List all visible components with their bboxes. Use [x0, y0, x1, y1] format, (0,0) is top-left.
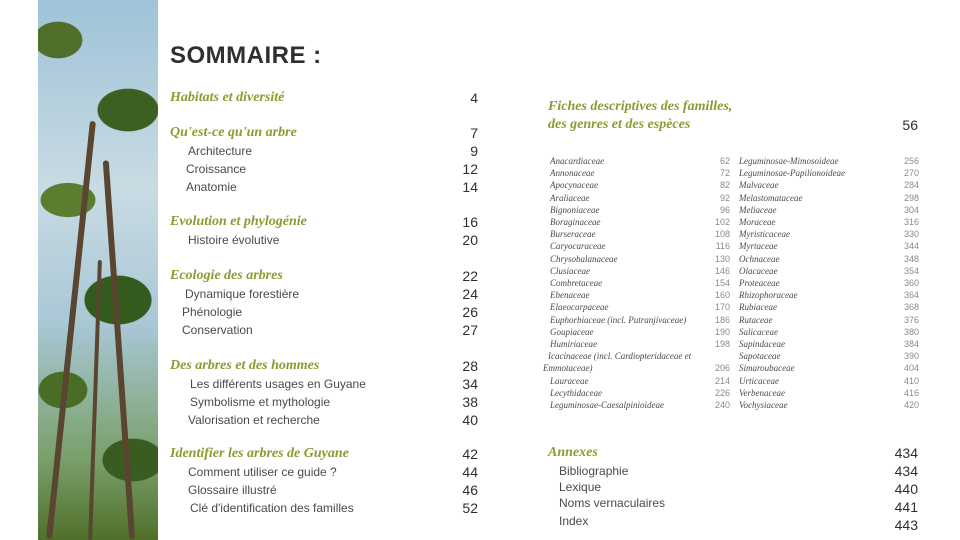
family-name: Rutaceae — [739, 314, 773, 325]
toc-subsection-title: Dynamique forestière — [185, 287, 300, 301]
family-name: Simaroubaceae — [739, 363, 795, 374]
family-name: Araliaceae — [550, 192, 590, 203]
family-page: 416 — [903, 387, 919, 398]
family-page: 420 — [903, 400, 919, 410]
family-page: 270 — [903, 168, 919, 179]
family-page: 304 — [903, 204, 919, 215]
fiches-heading-line2: des genres et des espèces — [548, 117, 691, 132]
family-name: Icacinaceae (incl. Cardiopteridaceae et — [548, 351, 692, 362]
toc-subsection-page: 26 — [462, 304, 478, 320]
family-name: Moraceae — [739, 217, 776, 227]
toc-subsection-page: 34 — [462, 376, 478, 392]
annexes-item-page: 441 — [894, 499, 918, 515]
fiches-page: 56 — [902, 117, 918, 133]
family-name: Proteaceae — [739, 278, 780, 288]
family-name: Leguminosae-Caesalpinioideae — [550, 400, 664, 410]
family-name: Myrtaceae — [739, 241, 778, 252]
toc-subsection-page: 40 — [462, 412, 478, 428]
family-page: 364 — [903, 290, 919, 301]
toc-subsection-title: Glossaire illustré — [188, 483, 277, 497]
annexes-item: Lexique — [559, 480, 602, 494]
family-page: 298 — [903, 192, 919, 203]
family-page: 154 — [714, 278, 730, 288]
family-name: Humiriaceae — [550, 339, 597, 349]
family-name: Verbenaceae — [739, 387, 785, 398]
family-page: 226 — [714, 387, 730, 398]
family-name: Emmotaceae) — [543, 363, 593, 374]
family-page: 62 — [719, 156, 730, 166]
family-page: 316 — [903, 217, 919, 227]
toc-subsection-title: Clé d'identification des familles — [190, 501, 354, 515]
family-page: 130 — [714, 253, 730, 264]
family-page: 170 — [714, 302, 730, 313]
family-name: Boraginaceae — [550, 217, 601, 227]
family-name: Leguminosae-Papilionoideae — [739, 168, 845, 179]
family-page: 96 — [719, 204, 730, 215]
family-name: Lecythidaceae — [550, 387, 602, 398]
toc-section-page: 4 — [470, 90, 478, 106]
family-page: 146 — [714, 265, 730, 276]
toc-section-title: Identifier les arbres de Guyane — [170, 446, 349, 461]
toc-subsection-title: Phénologie — [182, 305, 243, 319]
family-page: 160 — [714, 290, 730, 301]
family-name: Apocynaceae — [550, 180, 598, 191]
family-name: Chrysobalanaceae — [550, 253, 618, 264]
family-page: 72 — [719, 168, 730, 179]
toc-section-page: 28 — [462, 358, 478, 374]
page-title: SOMMAIRE : — [170, 42, 322, 69]
family-name: Combretaceae — [550, 278, 603, 288]
toc-section-title: Qu'est-ce qu'un arbre — [170, 125, 297, 140]
family-name: Annonaceae — [550, 168, 595, 179]
family-page: 348 — [903, 253, 919, 264]
toc-subsection-page: 9 — [470, 143, 478, 159]
toc-subsection-page: 38 — [462, 394, 478, 410]
toc-subsection-page: 52 — [462, 500, 478, 516]
family-page: 102 — [714, 217, 730, 227]
family-name: Caryocaraceae — [550, 241, 606, 252]
family-page: 284 — [903, 180, 919, 191]
annexes-item-page: 440 — [894, 481, 918, 497]
family-name: Bignoniaceae — [550, 204, 600, 215]
family-page: 198 — [714, 339, 730, 349]
family-name: Meliaceae — [739, 204, 777, 215]
toc-subsection-title: Valorisation et recherche — [188, 413, 320, 427]
family-name: Salicaceae — [739, 326, 778, 337]
toc-subsection-title: Histoire évolutive — [188, 233, 280, 247]
family-name: Goupiaceae — [550, 326, 594, 337]
family-name: Ebenaceae — [550, 290, 590, 301]
annexes-page: 434 — [894, 445, 918, 461]
family-page: 376 — [903, 314, 919, 325]
family-page: 240 — [714, 400, 730, 410]
toc-subsection-page: 24 — [462, 286, 478, 302]
family-page: 108 — [714, 229, 730, 240]
family-name: Burseraceae — [550, 229, 596, 240]
annexes-item-page: 443 — [894, 517, 918, 533]
toc-section-title: Evolution et phylogénie — [170, 214, 307, 229]
family-name: Ochnaceae — [739, 253, 780, 264]
family-name: Rubiaceae — [739, 302, 777, 313]
family-page: 384 — [903, 339, 919, 349]
annexes-item: Bibliographie — [559, 464, 629, 478]
family-page: 410 — [903, 375, 919, 386]
family-name: Melastomataceae — [739, 192, 803, 203]
family-name: Lauraceae — [550, 375, 589, 386]
family-name: Euphorbiaceae (incl. Putranjivaceae) — [550, 314, 687, 325]
toc-subsection-page: 27 — [462, 322, 478, 338]
toc-section-page: 42 — [462, 446, 478, 462]
family-page: 404 — [903, 363, 919, 374]
family-page: 380 — [903, 326, 919, 337]
toc-subsection-title: Anatomie — [186, 180, 237, 194]
toc-section-page: 22 — [462, 268, 478, 284]
toc-subsection-title: Symbolisme et mythologie — [190, 395, 331, 409]
family-name: Vochysiaceae — [739, 400, 788, 410]
family-page: 214 — [714, 375, 730, 386]
toc-subsection-title: Conservation — [182, 323, 253, 337]
toc-subsection-title: Architecture — [188, 144, 253, 158]
toc-subsection-title: Croissance — [186, 162, 247, 176]
annexes-item: Index — [559, 514, 589, 528]
toc-section-title: Ecologie des arbres — [170, 268, 283, 283]
toc-subsection-title: Les différents usages en Guyane — [190, 377, 366, 391]
toc-section-title: Habitats et diversité — [170, 90, 285, 105]
family-name: Myristicaceae — [739, 229, 790, 240]
family-name: Clusiaceae — [550, 265, 590, 276]
family-name: Malvaceae — [739, 180, 779, 191]
forest-canopy-photo — [38, 0, 158, 540]
annexes-item-page: 434 — [894, 463, 918, 479]
family-name: Olacaceae — [739, 265, 778, 276]
toc-section-page: 7 — [470, 125, 478, 141]
family-page: 186 — [714, 314, 730, 325]
family-page: 256 — [903, 156, 919, 166]
family-page: 344 — [903, 241, 919, 252]
fiches-heading-line1: Fiches descriptives des familles, — [548, 99, 733, 114]
family-page: 82 — [719, 180, 730, 191]
family-page: 92 — [719, 192, 730, 203]
toc-subsection-page: 12 — [462, 161, 478, 177]
toc-subsection-title: Comment utiliser ce guide ? — [188, 465, 337, 479]
family-page: 190 — [714, 326, 730, 337]
family-name: Anacardiaceae — [550, 156, 605, 166]
family-page: 206 — [714, 363, 730, 374]
annexes-item: Noms vernaculaires — [559, 496, 666, 510]
toc-subsection-page: 20 — [462, 232, 478, 248]
toc-section-title: Des arbres et des hommes — [170, 358, 320, 373]
family-name: Sapindaceae — [739, 339, 785, 349]
toc-subsection-page: 46 — [462, 482, 478, 498]
family-name: Rhizophoraceae — [739, 290, 798, 301]
family-name: Urticaceae — [739, 375, 779, 386]
family-page: 116 — [715, 241, 730, 252]
family-page: 330 — [903, 229, 919, 240]
family-page: 360 — [903, 278, 919, 288]
family-name: Sapotaceae — [739, 351, 781, 362]
family-page: 354 — [903, 265, 919, 276]
family-name: Elaeocarpaceae — [550, 302, 609, 313]
family-page: 368 — [903, 302, 919, 313]
toc-subsection-page: 14 — [462, 179, 478, 195]
toc-subsection-page: 44 — [462, 464, 478, 480]
family-name: Leguminosae-Mimosoideae — [739, 156, 839, 166]
family-page: 390 — [903, 351, 919, 362]
annexes-title: Annexes — [548, 445, 598, 460]
toc-section-page: 16 — [462, 214, 478, 230]
